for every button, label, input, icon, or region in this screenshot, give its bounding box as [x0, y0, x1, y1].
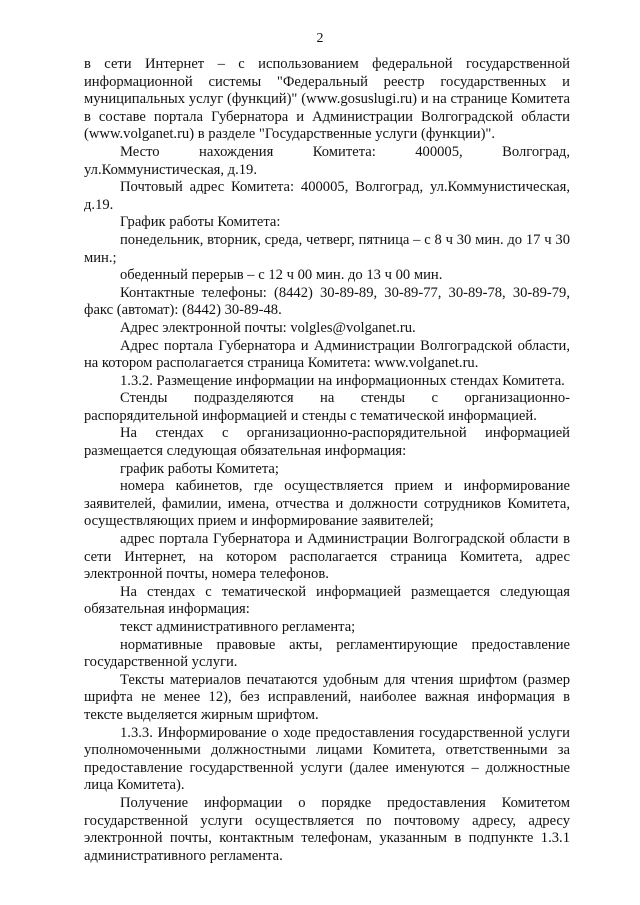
paragraph-phones: Контактные телефоны: (8442) 30-89-89, 30-89-77, 30-89-78, 30-89-79, факс (автомат): (8442) 30-89-48.	[84, 284, 570, 319]
paragraph-portal-address: Адрес портала Губернатора и Администрации Волгоградской области, на котором располагается страница Комитета: www.volganet.ru.	[84, 337, 570, 372]
paragraph-location: Место нахождения Комитета: 400005, Волгоград, ул.Коммунистическая, д.19.	[84, 143, 570, 178]
paragraph-postal-address: Почтовый адрес Комитета: 400005, Волгоград, ул.Коммунистическая, д.19.	[84, 179, 570, 213]
paragraph-item-portal: адрес портала Губернатора и Администрации Волгоградской области в сети Интернет, на котором располагается страница Комитета, адрес электронной почты, номера телефонов.	[84, 531, 570, 583]
paragraph-email: Адрес электронной почты: volgles@volganet.ru.	[120, 319, 416, 336]
paragraph-item-legal-acts: нормативные правовые акты, регламентирующие предоставление государственной услуги.	[84, 636, 570, 671]
paragraph-lunch-break: обеденный перерыв – с 12 ч 00 мин. до 13 ч 00 мин.	[120, 267, 443, 284]
paragraph-item-regulation-text: текст административного регламента;	[120, 619, 356, 635]
paragraph-thematic-stands: На стендах с тематической информацией размещается следующая обязательная информация:	[84, 583, 570, 618]
paragraph-item-schedule: график работы Комитета;	[120, 460, 279, 477]
paragraph-section-1-3-3: 1.3.3. Информирование о ходе предоставления государственной услуги уполномоченными должностными лицами Комитета, ответственными за предоставление государственной услуги (далее именуются – должностные лица Комитета).	[84, 724, 570, 794]
paragraph-font-requirements: Тексты материалов печатаются удобным для чтения шрифтом (размер шрифта не менее 12), без исправлений, наиболее важная информация в тексте выделяется жирным шрифтом.	[84, 671, 570, 723]
paragraph-intro: в сети Интернет – с использованием федеральной государственной информационной системы "Федеральный реестр государственных и муниципальных услуг (функций)" (www.gosuslugi.ru) и на странице Комитета в составе портала Губернатора и Администрации Волгоградской области (www.volganet.ru) в разделе "Государственные услуги (функции)".	[84, 56, 570, 143]
paragraph-obtaining-info: Получение информации о порядке предоставления Комитетом государственной услуги осуществляется по почтовому адресу, адресу электронной почты, контактным телефонам, указанным в подпункте 1.3.1 административного регламента.	[84, 794, 570, 864]
paragraph-stands-types: Стенды подразделяются на стенды с организационно-распорядительной информацией и стенды с тематической информацией.	[84, 390, 570, 424]
paragraph-item-offices: номера кабинетов, где осуществляется прием и информирование заявителей, фамилии, имена, отчества и должности сотрудников Комитета, осуществляющих прием и информирование заявителей;	[84, 478, 570, 530]
paragraph-org-stands: На стендах с организационно-распорядительной информацией размещается следующая обязательная информация:	[84, 425, 570, 460]
paragraph-section-1-3-2: 1.3.2. Размещение информации на информационных стендах Комитета.	[120, 372, 565, 389]
paragraph-schedule-heading: График работы Комитета:	[120, 214, 281, 231]
paragraph-schedule-weekdays: понедельник, вторник, среда, четверг, пятница – с 8 ч 30 мин. до 17 ч 30 мин.;	[84, 231, 570, 266]
document-body	[84, 56, 570, 865]
page-number: 2	[316, 31, 324, 46]
